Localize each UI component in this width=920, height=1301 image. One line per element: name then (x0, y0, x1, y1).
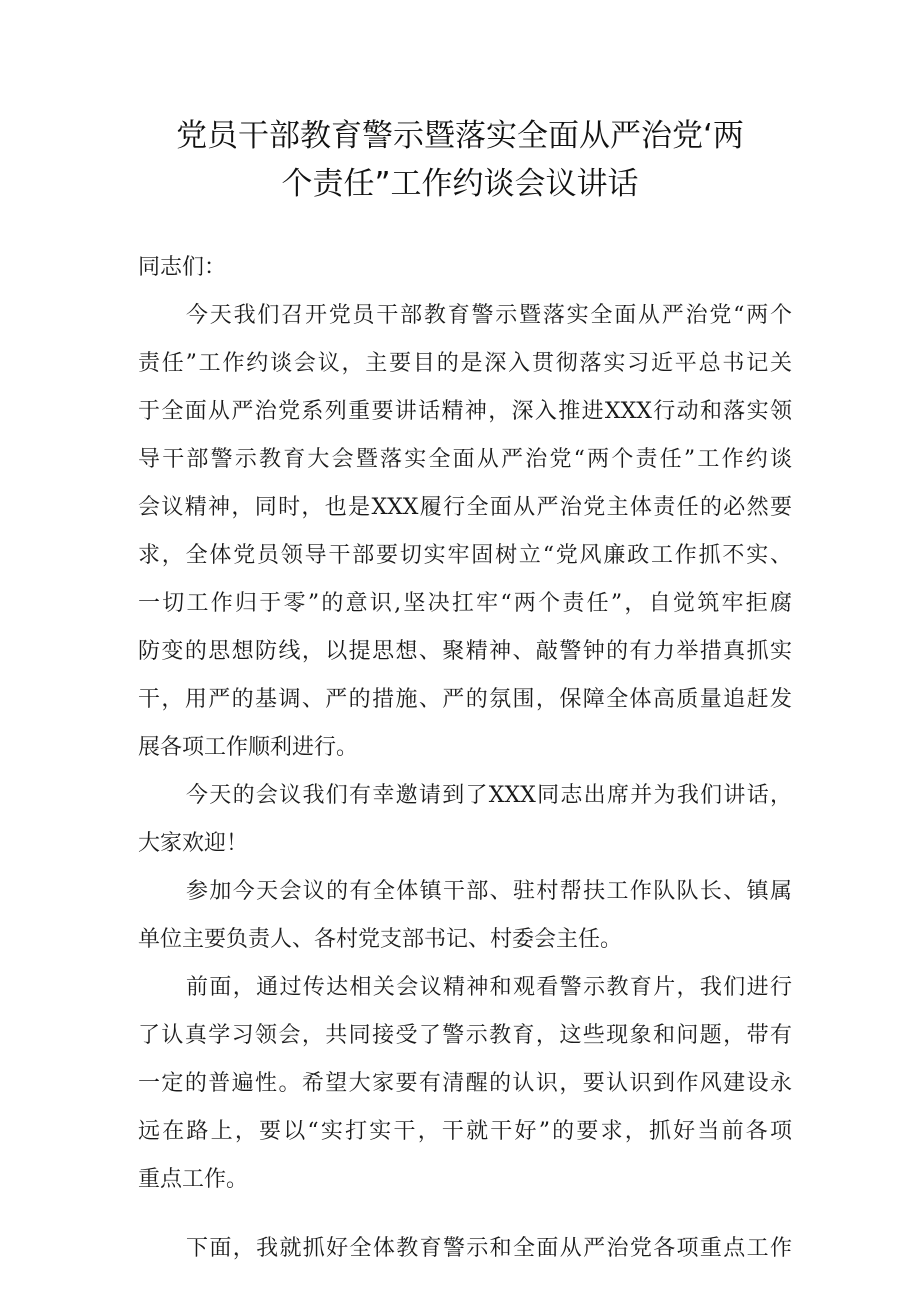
paragraph-line: 求，全体党员领导干部要切实牢固树立“党风廉政工作抓不实、 (138, 543, 792, 568)
paragraph-line: 防变的思想防线，以提思想、聚精神、敲警钟的有力举措真抓实 (138, 639, 792, 664)
paragraph-line: 今天我们召开党员干部教育警示暨落实全面从严治党“两个 (186, 303, 792, 328)
paragraph-line: 导干部警示教育大会暨落实全面从严治党“两个责任”工作约谈 (138, 447, 792, 472)
paragraph-line: 干，用严的基调、严的措施、严的氛围，保障全体高质量追赶发 (138, 687, 792, 712)
paragraph-line: 远在路上，要以“实打实干，干就干好”的要求，抓好当前各项 (138, 1119, 792, 1144)
paragraph-line: 今天的会议我们有幸邀请到了XXX同志出席并为我们讲话， (186, 783, 792, 808)
paragraph-line: 前面，通过传达相关会议精神和观看警示教育片，我们进行 (186, 975, 792, 1000)
paragraph-line: 责任”工作约谈会议，主要目的是深入贯彻落实习近平总书记关 (138, 351, 792, 376)
paragraph-line: 会议精神，同时，也是XXX履行全面从严治党主体责任的必然要 (138, 495, 792, 520)
paragraph-2 (138, 772, 792, 868)
paragraph-3 (138, 868, 792, 964)
paragraph-line: 单位主要负责人、各村党支部书记、村委会主任。 (138, 927, 623, 952)
document-title (130, 112, 790, 208)
paragraph-line: 了认真学习领会，共同接受了警示教育，这些现象和问题，带有 (138, 1023, 792, 1048)
paragraph-line: 下面，我就抓好全体教育警示和全面从严治党各项重点工作 (186, 1236, 792, 1261)
paragraph-line: 一定的普遍性。希望大家要有清醒的认识，要认识到作风建设永 (138, 1071, 792, 1096)
paragraph-line: 于全面从严治党系列重要讲话精神，深入推进XXX行动和落实领 (138, 399, 792, 424)
paragraph-4 (138, 964, 792, 1204)
paragraph-line: 参加今天会议的有全体镇干部、驻村帮扶工作队队长、镇属 (186, 879, 792, 904)
paragraph-1 (138, 292, 792, 772)
title-line-1: 党员干部教育警示暨落实全面从严治党‘两 (176, 118, 744, 154)
title-line-2: 个责任”工作约谈会议讲话 (281, 166, 639, 202)
paragraph-line: 一切工作归于零”的意识,坚决扛牢“两个责任”，自觉筑牢拒腐 (138, 591, 792, 616)
document-body (138, 244, 792, 1273)
paragraph-line: 展各项工作顺利进行。 (138, 735, 359, 760)
salutation: 同志们： (138, 255, 227, 280)
paragraph-5 (138, 1225, 792, 1273)
paragraph-line: 大家欢迎！ (138, 831, 249, 856)
paragraph-line: 重点工作。 (138, 1167, 249, 1192)
paragraph-gap (138, 1204, 792, 1225)
